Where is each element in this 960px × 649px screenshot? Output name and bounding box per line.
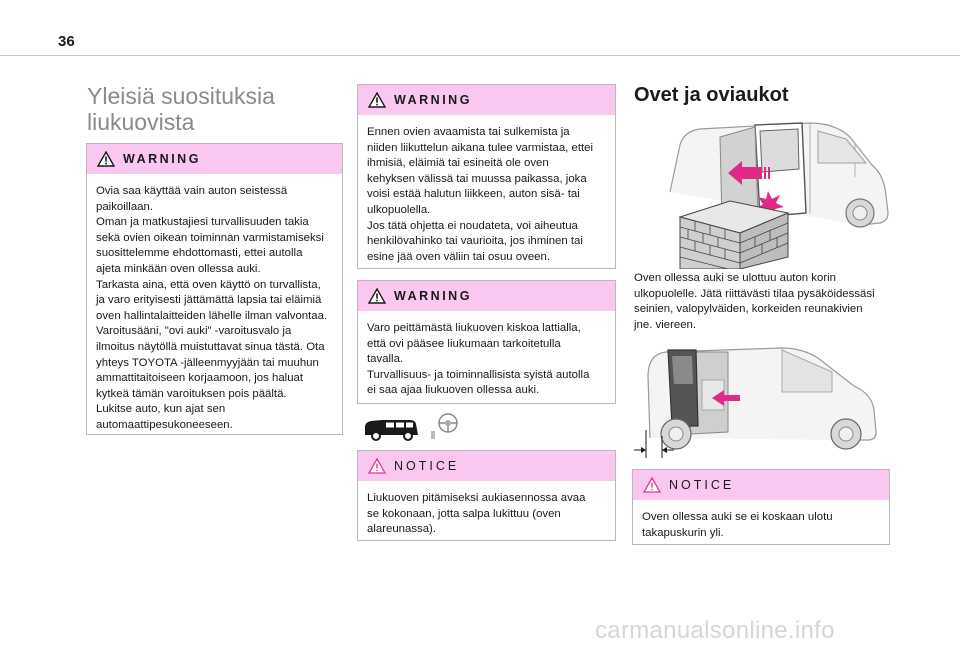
warning-box-general: [86, 143, 343, 435]
warning-label: WARNING: [123, 152, 201, 166]
section-title-sliding-doors: Yleisiä suosituksia liukuovista: [87, 83, 275, 135]
notice-text: Oven ollessa auki se ei koskaan ulotu takapuskurin yli.: [642, 511, 833, 539]
van-icon: [362, 417, 420, 441]
notice-box-bumper: [632, 469, 890, 545]
notice-label: NOTICE: [669, 478, 735, 492]
section-title-doors: Ovet ja oviaukot: [634, 84, 789, 106]
notice-header: [633, 470, 889, 500]
notice-box-latch: [357, 450, 616, 541]
warning-label: WARNING: [394, 289, 472, 303]
warning-header: [358, 281, 615, 311]
notice-label: NOTICE: [394, 459, 460, 473]
warning-text: Ovia saa käyttää vain auton seistessä paikoillaan. Oman ja matkustajiesi turvallisuuden takia sekä ovien oikean toiminnan varmistamiseksi suosittelemme ehdottomasti, ettei autolla ajeta minkään oven ollessa auki. Tarkasta aina, että oven käyttö on turvallista, ja varo erityisesti jättämättä lapsia tai eläimiä oven hallintalaitteiden lähelle ilman valvontaa. Varoitusääni, "ovi auki" -varoitusvalo ja ilmoitus näytöllä muistuttavat sinua tästä. Ota yhteys TOYOTA -jälleenmyyjään tai muuhun ammattitaitoiseen korjaamoon, jos haluat kytkeä tämän varoituksen pois päältä. Lukitse auto, kun ajat sen automaattipesukoneeseen.: [96, 185, 328, 431]
notice-triangle-icon: [368, 458, 386, 474]
warning-text: Ennen ovien avaamista tai sulkemista ja niiden liikuttelun aikana tulee varmistaa, ettei ihmisiä, eläimiä tai esineitä ole oven kehyksen välissä tai muussa paikassa, joka voisi estää halutun liikkeen, auton sisä- tai ulkopuolella. Jos tätä ohjetta ei noudateta, voi aiheutua henkilövahinko tai vaurioita, jos ihminen tai esine jää oven väliin tai osuu oveen.: [367, 126, 594, 263]
warning-box-obstruction: [357, 84, 616, 269]
warning-label: WARNING: [394, 93, 472, 107]
page-number: 36: [58, 33, 75, 50]
figure-caption-door-clearance: Oven ollessa auki se ulottuu auton korin ulkopuolelle. Jätä riittävästi tilaa pysäköidessäsi seinien, valopylväiden, korkeiden reunakivien jne. viereen.: [634, 272, 875, 331]
warning-triangle-icon: [97, 151, 115, 167]
warning-text: Varo peittämästä liukuoven kiskoa lattialla, että ovi pääsee liukumaan tarkoitetulla tavalla. Turvallisuus- ja toiminnallisista syistä autolla ei saa ajaa liukuoven ollessa auki.: [367, 322, 590, 397]
warning-header: [87, 144, 342, 174]
figure-door-bumper: [632, 340, 882, 460]
notice-triangle-icon: [643, 477, 661, 493]
notice-text: Liukuoven pitämiseksi aukiasennossa avaa se kokonaan, jotta salpa lukittuu (oven alareunassa).: [367, 492, 586, 536]
steering-wheel-icon: [428, 411, 462, 441]
warning-triangle-icon: [368, 288, 386, 304]
warning-triangle-icon: [368, 92, 386, 108]
watermark: carmanualsonline.info: [595, 617, 835, 644]
notice-header: [358, 451, 615, 481]
warning-header: [358, 85, 615, 115]
header-divider: [0, 55, 960, 56]
figure-open-door-wall: [660, 117, 890, 269]
warning-box-rail: [357, 280, 616, 404]
